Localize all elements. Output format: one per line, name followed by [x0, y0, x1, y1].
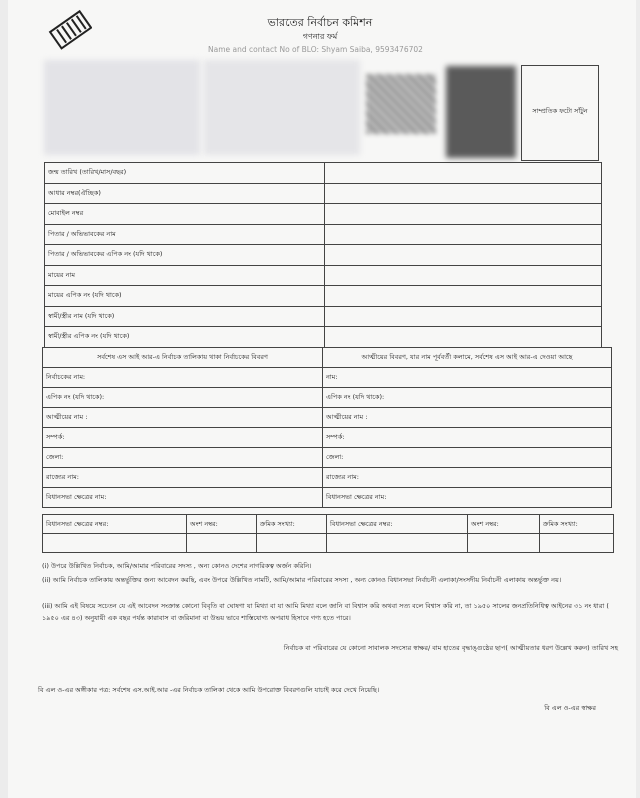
elector-field[interactable]: আত্মীয়ের নাম : — [43, 408, 323, 428]
part-number-label: অংশ নম্বর: — [187, 515, 257, 534]
relative-serial-number-label: ক্রমিক সংখ্যা: — [540, 515, 614, 534]
elector-signature-line: নির্বাচক বা পরিবারের যে কোনো সাবালক সদস্যের স্বাক্ষর/ বাম হাতের বৃদ্ধাঙ্গুষ্ঠের ছাপ( আত্মীয়তার ধরণ উল্লেখ করুন) তারিখ সহ — [283, 644, 618, 652]
input-cell[interactable] — [325, 306, 602, 327]
relative-field[interactable]: রাজ্যের নাম: — [323, 468, 612, 488]
input-cell[interactable] — [43, 534, 187, 553]
input-cell[interactable] — [325, 245, 602, 266]
elector-field[interactable]: বিধানসভা ক্ষেত্রের নাম: — [43, 488, 323, 508]
declaration-3: (iii) আমি এই বিষয়ে সচেতন যে এই আবেদন সংক্রান্ত কোনো বিবৃতি বা ঘোষণা যা মিথ্যা বা যা আমি মিথ্যা বলে জানি বা বিশ্বাস করি অথবা সত্য বলে বিশ্বাস করি না, তা ১৯৫০ সালের জনপ্রতিনিধিত্ব আইনের ৩১ নং ধারা ( ১৯৫০ এর ৪৩) অনুযায়ী এক বছর পর্যন্ত কারাবাস বা জরিমানা বা উভয় ভাবে শাস্তিযোগ্য অপরাধ হিসাবে গণ্য হতে পারে। — [42, 602, 609, 622]
blo-contact: Name and contact No of BLO: Shyam Saiba, 9593476702 — [208, 45, 423, 54]
input-cell[interactable] — [540, 534, 614, 553]
relative-field[interactable]: সম্পর্ক: — [323, 428, 612, 448]
photo-box — [521, 65, 599, 161]
table-row — [45, 327, 602, 348]
table-row — [45, 265, 602, 286]
input-cell[interactable] — [325, 286, 602, 307]
row-label: আধার নম্বর(ঐচ্ছিক) — [45, 183, 325, 204]
qr-code — [366, 74, 436, 134]
row-label: পিতার / অভিভাবকের নাম — [45, 224, 325, 245]
relative-field[interactable]: এপিক নং (যদি থাকে): — [323, 388, 612, 408]
input-cell[interactable] — [325, 183, 602, 204]
input-cell[interactable] — [325, 265, 602, 286]
form-subtitle: গণনার ফর্ম — [302, 32, 338, 41]
elector-field[interactable]: জেলা: — [43, 448, 323, 468]
input-cell[interactable] — [325, 327, 602, 348]
input-cell[interactable] — [327, 534, 468, 553]
photo-box-label: সাম্প্রতিক ফটো সাঁটুন — [532, 107, 588, 115]
table-row — [45, 245, 602, 266]
sir-left-heading: সর্বশেষ এস আই আর-এ নির্বাচক তালিকায় থাকা নির্বাচকের বিবরণ — [43, 348, 323, 368]
sir-details-table — [42, 347, 612, 508]
relative-part-number-label: অংশ নম্বর: — [468, 515, 540, 534]
elector-field[interactable]: নির্বাচকের নাম: — [43, 368, 323, 388]
relative-field[interactable]: নাম: — [323, 368, 612, 388]
table-row — [45, 204, 602, 225]
table-row — [43, 428, 612, 448]
input-cell[interactable] — [468, 534, 540, 553]
table-row — [43, 488, 612, 508]
blo-signature-label: বি এল ও-এর স্বাক্ষর — [544, 704, 596, 712]
elector-field[interactable]: এপিক নং (যদি থাকে): — [43, 388, 323, 408]
ac-number-label: বিধানসভা ক্ষেত্রের নম্বর: — [43, 515, 187, 534]
row-label: মোবাইল নম্বর — [45, 204, 325, 225]
input-cell[interactable] — [325, 204, 602, 225]
table-row — [45, 224, 602, 245]
table-row — [45, 306, 602, 327]
elector-field[interactable]: রাজ্যের নাম: — [43, 468, 323, 488]
redacted-address-details — [204, 60, 360, 155]
relative-field[interactable]: বিধানসভা ক্ষেত্রের নাম: — [323, 488, 612, 508]
row-label: স্বামী/স্ত্রীর এপিক নং (যদি থাকে) — [45, 327, 325, 348]
relative-ac-number-label: বিধানসভা ক্ষেত্রের নম্বর: — [327, 515, 468, 534]
input-cell[interactable] — [325, 163, 602, 184]
relative-field[interactable]: জেলা: — [323, 448, 612, 468]
input-cell[interactable] — [187, 534, 257, 553]
table-row — [43, 408, 612, 428]
table-row — [45, 183, 602, 204]
row-label: স্বামী/স্ত্রীর নাম (যদি থাকে) — [45, 306, 325, 327]
sir-right-heading: আত্মীয়ের বিবরণ, যার নাম পূর্ববর্তী কলামে, সর্বশেষ এস আই আর-এ দেওয়া আছে — [323, 348, 612, 368]
input-cell[interactable] — [325, 224, 602, 245]
table-row — [43, 515, 614, 534]
table-row — [43, 534, 614, 553]
table-row — [43, 388, 612, 408]
table-row — [45, 286, 602, 307]
table-header-row — [43, 348, 612, 368]
redacted-voter-details — [44, 60, 200, 155]
blo-undertaking: বি এল ও-এর অঙ্গীকার পত্র: সর্বশেষ এস.আই.আর -এর নির্বাচক তালিকা থেকে আমি উপরোক্ত বিবরণগুলি যাচাই করে দেখে নিয়েছি। — [38, 686, 380, 694]
table-row — [45, 163, 602, 184]
declaration-1: (i) উপরে উল্লিখিত নির্বাচক, আমি/আমার পরিবারের সদস্য , অন্য কোনও দেশের নাগরিকত্ব অর্জন করিনি। — [42, 562, 312, 570]
serial-number-label: ক্রমিক সংখ্যা: — [257, 515, 327, 534]
personal-details-table — [44, 162, 602, 348]
voter-photo — [446, 66, 516, 158]
row-label: পিতার / অভিভাবকের এপিক নং (যদি থাকে) — [45, 245, 325, 266]
table-row — [43, 448, 612, 468]
table-row — [43, 368, 612, 388]
row-label: মায়ের এপিক নং (যদি থাকে) — [45, 286, 325, 307]
relative-field[interactable]: আত্মীয়ের নাম : — [323, 408, 612, 428]
row-label: জন্ম তারিখ (তারিখ/মাস/বছর) — [45, 163, 325, 184]
table-row — [43, 468, 612, 488]
form-title: ভারতের নির্বাচন কমিশন — [267, 16, 373, 29]
sir-number-table — [42, 514, 614, 553]
row-label: মায়ের নাম — [45, 265, 325, 286]
elector-field[interactable]: সম্পর্ক: — [43, 428, 323, 448]
input-cell[interactable] — [257, 534, 327, 553]
declaration-2: (ii) আমি নির্বাচক তালিকায় অন্তর্ভুক্তির জন্য আবেদন করছি, এবং উপরে উল্লিখিত নামটি, আমি/আমার পরিবারের সদস্য , অন্য কোনও বিধানসভা নির্বাচনী এলাকা/সংসদীয় নির্বাচনী এলাকায় অন্তর্ভুক্ত নয়। — [42, 576, 562, 584]
